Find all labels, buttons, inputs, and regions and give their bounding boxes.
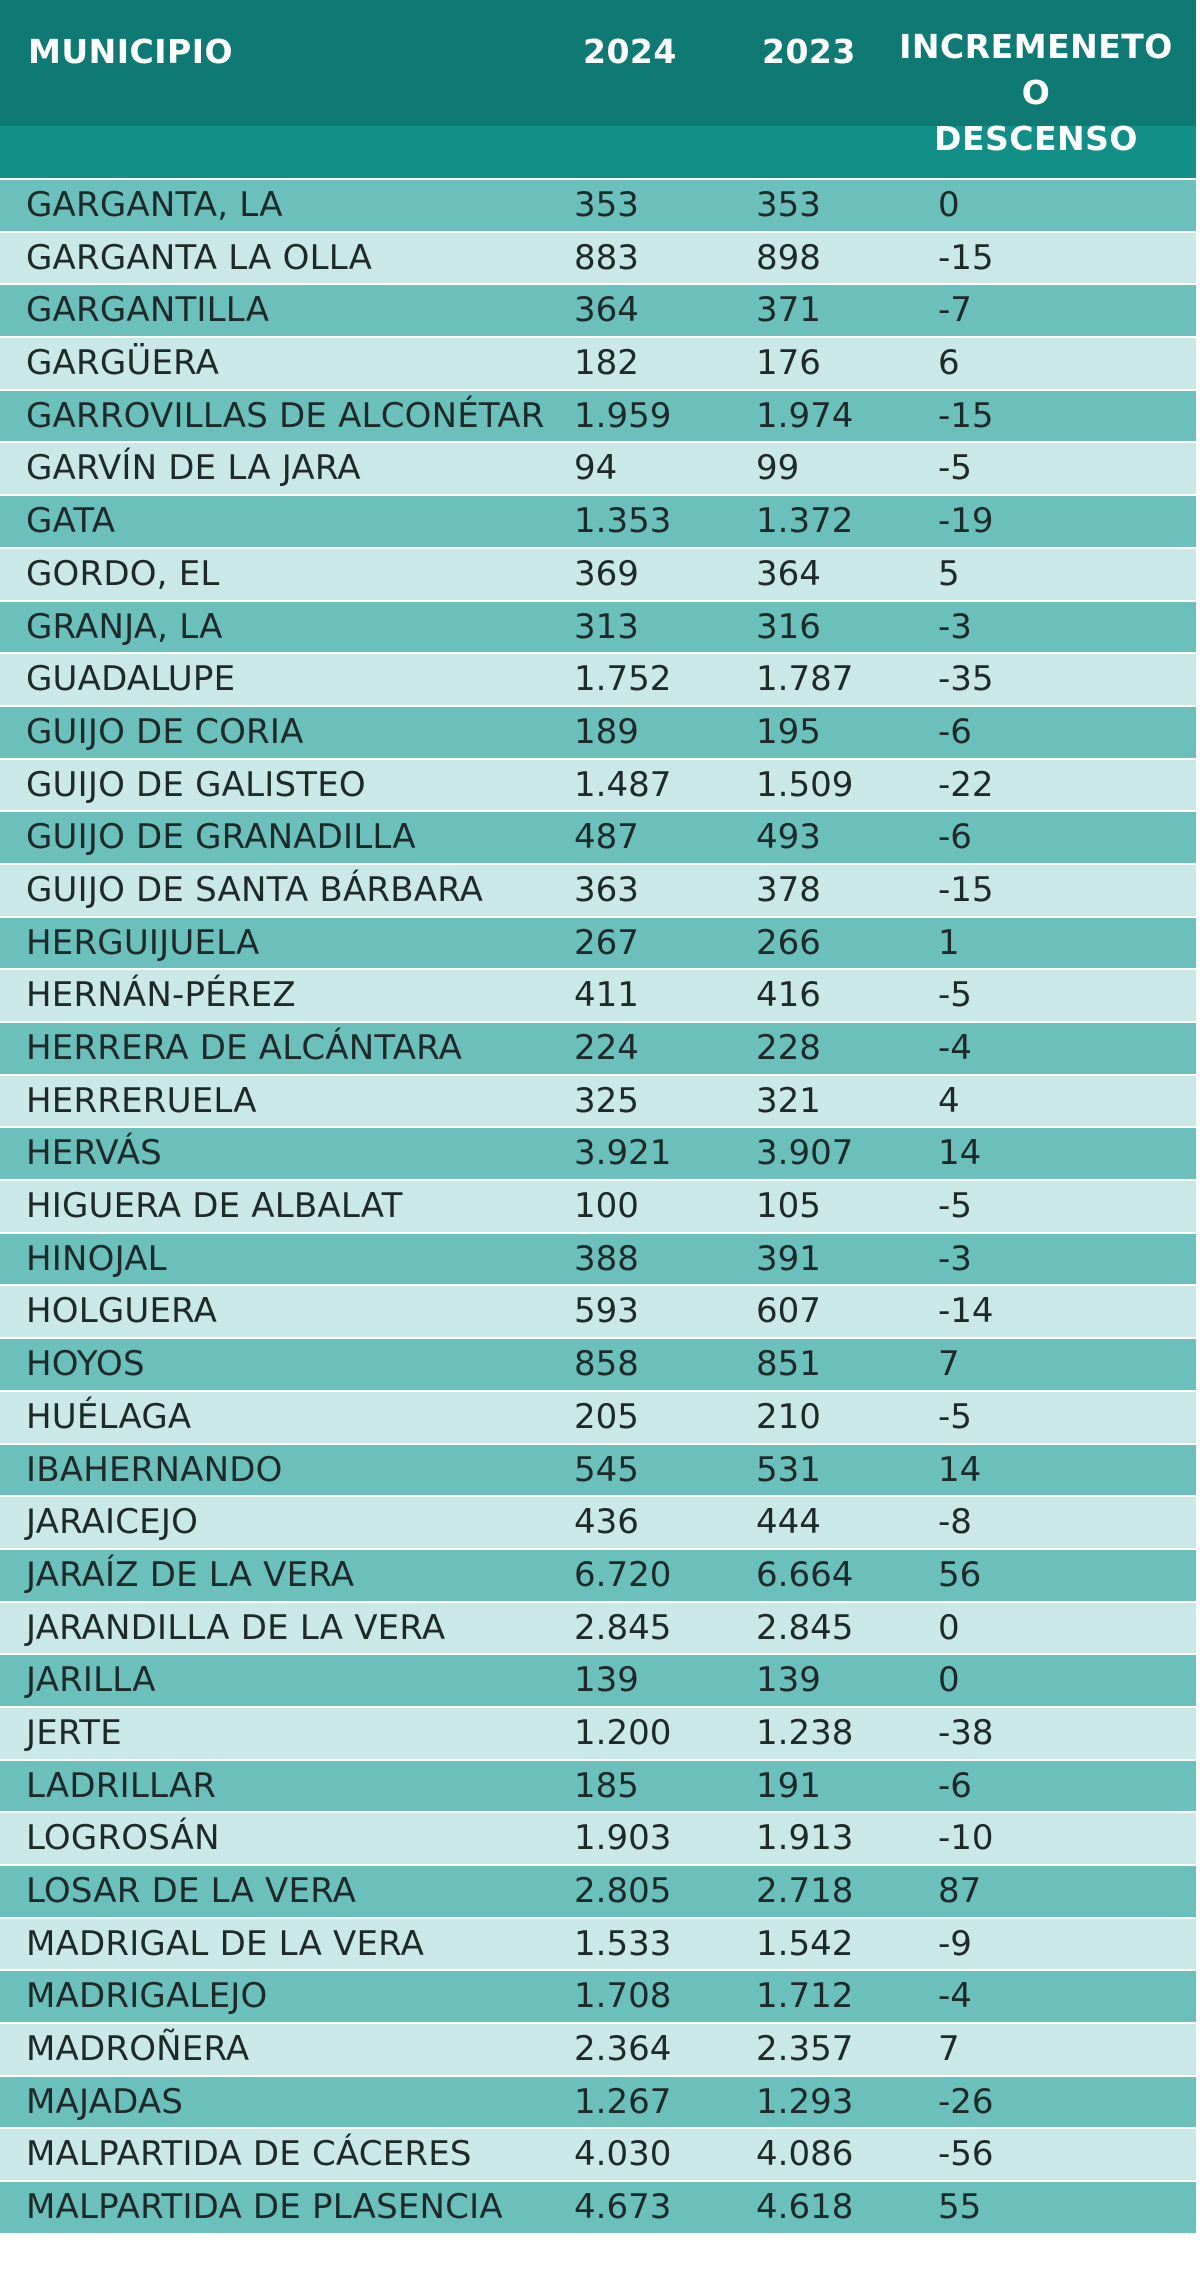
cell-increment: -6 bbox=[938, 817, 972, 858]
cell-2023: 2.357 bbox=[756, 2029, 854, 2070]
cell-municipio: MAJADAS bbox=[26, 2081, 184, 2122]
cell-municipio: IBAHERNANDO bbox=[26, 1449, 283, 1490]
table-row bbox=[0, 705, 1196, 758]
cell-increment: -26 bbox=[938, 2081, 994, 2122]
cell-increment: 4 bbox=[938, 1080, 960, 1121]
cell-increment: -4 bbox=[938, 1976, 972, 2017]
table-row bbox=[0, 283, 1196, 336]
table-header bbox=[0, 0, 1196, 158]
cell-increment: 14 bbox=[938, 1449, 982, 1490]
header-increment-line2: DESCENSO bbox=[934, 119, 1138, 158]
cell-2023: 99 bbox=[756, 448, 800, 489]
table-row bbox=[0, 600, 1196, 653]
table-row bbox=[0, 1337, 1196, 1390]
cell-2024: 1.487 bbox=[574, 764, 672, 805]
cell-increment: -14 bbox=[938, 1291, 994, 1332]
cell-2024: 6.720 bbox=[574, 1554, 672, 1595]
cell-2023: 371 bbox=[756, 290, 821, 331]
cell-2024: 4.673 bbox=[574, 2187, 672, 2228]
cell-increment: -3 bbox=[938, 606, 972, 647]
cell-2024: 353 bbox=[574, 185, 639, 225]
cell-2024: 1.353 bbox=[574, 501, 672, 542]
cell-2024: 388 bbox=[574, 1238, 639, 1279]
cell-2024: 883 bbox=[574, 237, 639, 278]
cell-municipio: HIGUERA DE ALBALAT bbox=[26, 1186, 403, 1227]
table-row bbox=[0, 1021, 1196, 1074]
cell-2023: 353 bbox=[756, 185, 821, 225]
table-row bbox=[0, 968, 1196, 1021]
cell-municipio: GUIJO DE CORIA bbox=[26, 711, 304, 752]
cell-2024: 1.708 bbox=[574, 1976, 672, 2017]
cell-2024: 858 bbox=[574, 1344, 639, 1385]
cell-2024: 545 bbox=[574, 1449, 639, 1490]
cell-increment: -8 bbox=[938, 1502, 972, 1543]
cell-2023: 6.664 bbox=[756, 1554, 854, 1595]
table-row bbox=[0, 1495, 1196, 1548]
cell-2023: 364 bbox=[756, 553, 821, 594]
cell-increment: 5 bbox=[938, 553, 960, 594]
cell-2023: 1.293 bbox=[756, 2081, 854, 2122]
cell-2024: 313 bbox=[574, 606, 639, 647]
cell-2024: 2.364 bbox=[574, 2029, 672, 2070]
cell-2023: 851 bbox=[756, 1344, 821, 1385]
table-body bbox=[0, 178, 1196, 2233]
table-row bbox=[0, 2022, 1196, 2075]
table-row bbox=[0, 2127, 1196, 2180]
cell-increment: -5 bbox=[938, 448, 972, 489]
cell-2023: 1.913 bbox=[756, 1818, 854, 1859]
cell-increment: 0 bbox=[938, 185, 960, 225]
cell-2024: 4.030 bbox=[574, 2134, 672, 2175]
cell-increment: -3 bbox=[938, 1238, 972, 1279]
cell-increment: 0 bbox=[938, 1660, 960, 1701]
cell-municipio: HUÉLAGA bbox=[26, 1396, 192, 1437]
cell-2024: 363 bbox=[574, 869, 639, 910]
table-row bbox=[0, 1443, 1196, 1496]
cell-municipio: LOGROSÁN bbox=[26, 1818, 220, 1859]
cell-municipio: HERVÁS bbox=[26, 1133, 162, 1174]
cell-increment: -6 bbox=[938, 711, 972, 752]
cell-2023: 1.238 bbox=[756, 1712, 854, 1753]
cell-municipio: GARGANTA LA OLLA bbox=[26, 237, 373, 278]
cell-increment: -5 bbox=[938, 975, 972, 1016]
cell-2024: 205 bbox=[574, 1396, 639, 1437]
cell-2023: 266 bbox=[756, 922, 821, 963]
cell-increment: 7 bbox=[938, 2029, 960, 2070]
cell-increment: 1 bbox=[938, 922, 960, 963]
cell-2024: 224 bbox=[574, 1028, 639, 1068]
cell-2024: 1.959 bbox=[574, 395, 672, 436]
cell-2023: 2.718 bbox=[756, 1871, 854, 1911]
cell-municipio: GARROVILLAS DE ALCONÉTAR bbox=[26, 395, 545, 436]
cell-2024: 1.533 bbox=[574, 1923, 672, 1964]
cell-2023: 1.712 bbox=[756, 1976, 854, 2017]
cell-2023: 3.907 bbox=[756, 1133, 854, 1174]
table-row bbox=[0, 652, 1196, 705]
cell-increment: -10 bbox=[938, 1818, 994, 1859]
cell-2024: 593 bbox=[574, 1291, 639, 1332]
cell-2023: 378 bbox=[756, 869, 821, 910]
cell-2023: 2.845 bbox=[756, 1607, 854, 1648]
cell-2023: 321 bbox=[756, 1080, 821, 1121]
header-2023: 2023 bbox=[762, 32, 856, 71]
cell-2024: 2.805 bbox=[574, 1871, 672, 1911]
cell-2023: 195 bbox=[756, 711, 821, 752]
cell-2023: 191 bbox=[756, 1765, 821, 1806]
cell-municipio: GORDO, EL bbox=[26, 553, 220, 594]
table-row bbox=[0, 336, 1196, 389]
cell-increment: -22 bbox=[938, 764, 994, 805]
table-row bbox=[0, 1653, 1196, 1706]
cell-2023: 444 bbox=[756, 1502, 821, 1543]
table-row bbox=[0, 1284, 1196, 1337]
cell-2023: 493 bbox=[756, 817, 821, 858]
cell-increment: -7 bbox=[938, 290, 972, 331]
cell-increment: 56 bbox=[938, 1554, 982, 1595]
cell-2023: 176 bbox=[756, 343, 821, 384]
cell-2024: 411 bbox=[574, 975, 639, 1016]
table-row bbox=[0, 1179, 1196, 1232]
table-row bbox=[0, 1969, 1196, 2022]
cell-municipio: LADRILLAR bbox=[26, 1765, 217, 1806]
cell-2024: 1.267 bbox=[574, 2081, 672, 2122]
cell-municipio: GUIJO DE GALISTEO bbox=[26, 764, 366, 805]
cell-2023: 416 bbox=[756, 975, 821, 1016]
cell-increment: -5 bbox=[938, 1396, 972, 1437]
cell-municipio: GRANJA, LA bbox=[26, 606, 223, 647]
cell-2024: 364 bbox=[574, 290, 639, 331]
cell-2024: 100 bbox=[574, 1186, 639, 1227]
cell-municipio: HERRERA DE ALCÁNTARA bbox=[26, 1028, 463, 1068]
table-row bbox=[0, 1917, 1196, 1970]
cell-2023: 1.787 bbox=[756, 659, 854, 700]
cell-municipio: HOYOS bbox=[26, 1344, 145, 1385]
cell-2023: 531 bbox=[756, 1449, 821, 1490]
table-row bbox=[0, 2075, 1196, 2128]
cell-increment: -56 bbox=[938, 2134, 994, 2175]
cell-2023: 898 bbox=[756, 237, 821, 278]
cell-2023: 1.542 bbox=[756, 1923, 854, 1964]
cell-municipio: HERRERUELA bbox=[26, 1080, 257, 1121]
cell-2023: 1.509 bbox=[756, 764, 854, 805]
table-row bbox=[0, 810, 1196, 863]
table-row bbox=[0, 231, 1196, 284]
table-row bbox=[0, 2180, 1196, 2233]
cell-increment: 87 bbox=[938, 1871, 982, 1911]
cell-2024: 189 bbox=[574, 711, 639, 752]
cell-increment: -5 bbox=[938, 1186, 972, 1227]
cell-increment: 55 bbox=[938, 2187, 982, 2228]
cell-2023: 4.618 bbox=[756, 2187, 854, 2228]
table-row bbox=[0, 178, 1196, 231]
cell-municipio: LOSAR DE LA VERA bbox=[26, 1871, 357, 1911]
cell-increment: 7 bbox=[938, 1344, 960, 1385]
header-increment-line1: INCREMENETO O bbox=[899, 27, 1173, 112]
cell-municipio: JARAÍZ DE LA VERA bbox=[26, 1554, 355, 1595]
cell-increment: -35 bbox=[938, 659, 994, 700]
cell-municipio: MALPARTIDA DE PLASENCIA bbox=[26, 2187, 503, 2228]
cell-2023: 4.086 bbox=[756, 2134, 854, 2175]
cell-2024: 182 bbox=[574, 343, 639, 384]
cell-municipio: GARGÜERA bbox=[26, 343, 220, 384]
cell-2023: 210 bbox=[756, 1396, 821, 1437]
cell-increment: -15 bbox=[938, 237, 994, 278]
table-row bbox=[0, 1126, 1196, 1179]
cell-increment: -4 bbox=[938, 1028, 972, 1068]
cell-2024: 1.752 bbox=[574, 659, 672, 700]
table-row bbox=[0, 389, 1196, 442]
cell-municipio: GUIJO DE SANTA BÁRBARA bbox=[26, 869, 484, 910]
cell-2024: 94 bbox=[574, 448, 618, 489]
table-row bbox=[0, 863, 1196, 916]
cell-increment: -9 bbox=[938, 1923, 972, 1964]
cell-municipio: HERNÁN-PÉREZ bbox=[26, 975, 296, 1016]
cell-municipio: HERGUIJUELA bbox=[26, 922, 260, 963]
cell-2024: 487 bbox=[574, 817, 639, 858]
table-row bbox=[0, 1548, 1196, 1601]
table-row bbox=[0, 1390, 1196, 1443]
cell-municipio: GATA bbox=[26, 501, 116, 542]
cell-2024: 436 bbox=[574, 1502, 639, 1543]
cell-municipio: HINOJAL bbox=[26, 1238, 167, 1279]
cell-2023: 105 bbox=[756, 1186, 821, 1227]
table-row bbox=[0, 1864, 1196, 1917]
cell-municipio: GUADALUPE bbox=[26, 659, 236, 700]
table-row bbox=[0, 758, 1196, 811]
header-2024: 2024 bbox=[583, 32, 677, 71]
cell-2024: 369 bbox=[574, 553, 639, 594]
cell-municipio: GARGANTA, LA bbox=[26, 185, 283, 225]
table-row bbox=[0, 1759, 1196, 1812]
cell-2024: 1.200 bbox=[574, 1712, 672, 1753]
cell-municipio: JARANDILLA DE LA VERA bbox=[26, 1607, 446, 1648]
table-row bbox=[0, 1811, 1196, 1864]
cell-2023: 1.974 bbox=[756, 395, 854, 436]
cell-2024: 2.845 bbox=[574, 1607, 672, 1648]
table-row bbox=[0, 1601, 1196, 1654]
cell-municipio: GARVÍN DE LA JARA bbox=[26, 448, 361, 489]
cell-municipio: GUIJO DE GRANADILLA bbox=[26, 817, 416, 858]
cell-2024: 185 bbox=[574, 1765, 639, 1806]
cell-increment: 14 bbox=[938, 1133, 982, 1174]
cell-2024: 325 bbox=[574, 1080, 639, 1121]
cell-municipio: MADRIGALEJO bbox=[26, 1976, 268, 2017]
cell-increment: -38 bbox=[938, 1712, 994, 1753]
cell-2024: 3.921 bbox=[574, 1133, 672, 1174]
cell-municipio: HOLGUERA bbox=[26, 1291, 218, 1332]
cell-municipio: GARGANTILLA bbox=[26, 290, 270, 331]
table-row bbox=[0, 1074, 1196, 1127]
cell-municipio: JERTE bbox=[26, 1712, 122, 1753]
header-increment bbox=[886, 24, 1186, 162]
cell-municipio: MADROÑERA bbox=[26, 2029, 250, 2070]
table-row bbox=[0, 547, 1196, 600]
table-row bbox=[0, 1706, 1196, 1759]
cell-increment: 6 bbox=[938, 343, 960, 384]
header-municipio: MUNICIPIO bbox=[28, 32, 234, 71]
cell-municipio: MALPARTIDA DE CÁCERES bbox=[26, 2134, 472, 2175]
cell-2023: 391 bbox=[756, 1238, 821, 1279]
table-row bbox=[0, 1232, 1196, 1285]
cell-municipio: JARAICEJO bbox=[26, 1502, 199, 1543]
cell-2023: 1.372 bbox=[756, 501, 854, 542]
cell-increment: -15 bbox=[938, 395, 994, 436]
table-row bbox=[0, 916, 1196, 969]
cell-2023: 228 bbox=[756, 1028, 821, 1068]
cell-2024: 267 bbox=[574, 922, 639, 963]
cell-municipio: MADRIGAL DE LA VERA bbox=[26, 1923, 425, 1964]
cell-municipio: JARILLA bbox=[26, 1660, 156, 1701]
cell-2024: 139 bbox=[574, 1660, 639, 1701]
cell-2023: 607 bbox=[756, 1291, 821, 1332]
table-row bbox=[0, 494, 1196, 547]
cell-increment: -15 bbox=[938, 869, 994, 910]
table-row bbox=[0, 441, 1196, 494]
cell-2023: 316 bbox=[756, 606, 821, 647]
cell-increment: -6 bbox=[938, 1765, 972, 1806]
cell-2024: 1.903 bbox=[574, 1818, 672, 1859]
cell-2023: 139 bbox=[756, 1660, 821, 1701]
cell-increment: -19 bbox=[938, 501, 994, 542]
cell-increment: 0 bbox=[938, 1607, 960, 1648]
